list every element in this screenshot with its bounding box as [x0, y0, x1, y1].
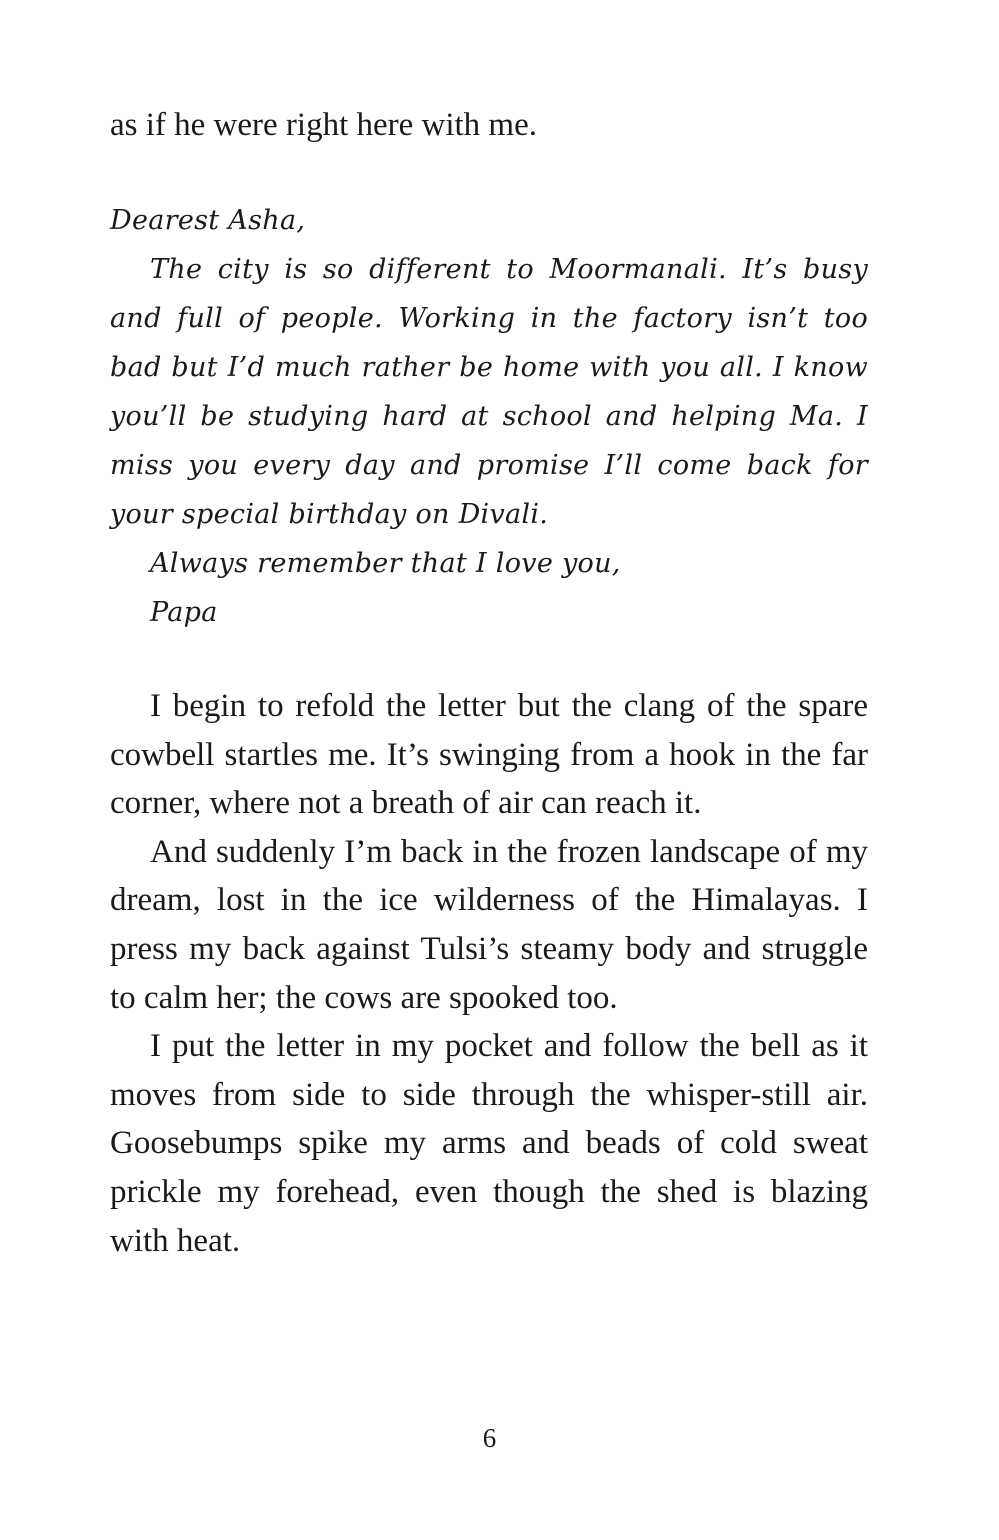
page-number: 6 [482, 1423, 497, 1453]
handwritten-letter [110, 196, 868, 637]
opening-line: as if he were right here with me. [110, 107, 538, 143]
paragraph: And suddenly I’m back in the frozen landscape of my dream, lost in the ice wilderness of the Himalayas. I press my back against Tulsi’s steamy body and struggle to calm her; the cows are spooked too. [110, 833, 868, 1016]
narrative-text [110, 682, 868, 1265]
letter-signature: Papa [150, 597, 218, 628]
letter-closing: Always remember that I love you, [150, 548, 621, 579]
letter-greeting: Dearest Asha, [110, 205, 306, 236]
paragraph: I put the letter in my pocket and follow the bell as it moves from side to side through the whisper-still air. Goosebumps spike my arms and beads of cold sweat prickle my forehead, even though the shed is blazing with heat. [110, 1028, 868, 1259]
letter-body: The city is so different to Moormanali. It’s busy and full of people. Working in the factory isn’t too bad but I’d much rather be home with you all. I know you’ll be studying hard at school and helping Ma. I miss you every day and promise I’ll come back for your special birthday on Divali. [110, 254, 868, 530]
paragraph: I begin to refold the letter but the clang of the spare cowbell startles me. It’s swinging from a hook in the far corner, where not a breath of air can reach it. [110, 688, 868, 822]
